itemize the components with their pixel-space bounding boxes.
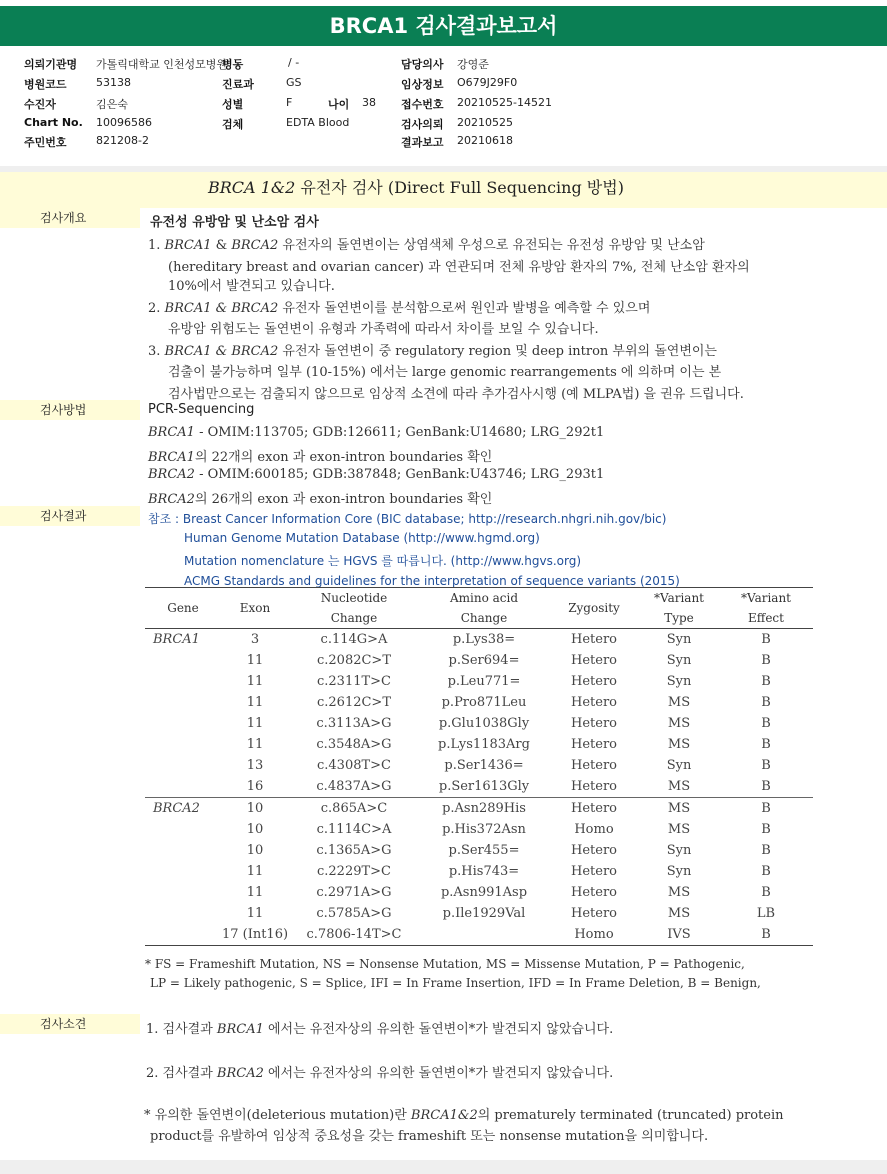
gene-cell bbox=[145, 734, 221, 755]
method-line3-text: - OMIM:600185; GDB:387848; GenBank:U43746; LRG_293t1 bbox=[194, 467, 605, 482]
age-value: 38 bbox=[362, 96, 376, 109]
table-row bbox=[145, 903, 813, 924]
variant-type-cell: Syn bbox=[666, 653, 692, 668]
interpretation-label: 검사소견 bbox=[0, 1014, 140, 1034]
table-row bbox=[145, 861, 813, 882]
variant-type-cell: Syn bbox=[666, 674, 692, 689]
institution-label: 의뢰기관명 bbox=[24, 58, 78, 71]
exon-cell: 3 bbox=[250, 632, 260, 647]
variant-effect-cell: B bbox=[761, 716, 771, 731]
table-row bbox=[145, 650, 813, 671]
conclusion-brca1-text: 에서는 유전자상의 유의한 돌연변이*가 발견되지 않았습니다. bbox=[263, 1022, 614, 1037]
p1-gene1: BRCA1 bbox=[164, 238, 212, 253]
conclusion-brca2-prefix: 2. 검사결과 bbox=[146, 1066, 217, 1081]
doctor-label: 담당의사 bbox=[401, 58, 444, 71]
variant-effect-cell: B bbox=[761, 632, 771, 647]
conclusion-brca2 bbox=[146, 1062, 613, 1081]
footnote-line2: LP = Likely pathogenic, S = Splice, IFI = In Frame Insertion, IFD = In Frame Deletion, B = Benign, bbox=[150, 976, 761, 990]
overview-p1-line3: 10%에서 발견되고 있습니다. bbox=[168, 279, 335, 294]
variant-type-cell: Syn bbox=[666, 632, 692, 647]
reference-bic: 참조 : Breast Cancer Information Core (BIC database; http://research.nhgri.nih.gov/bic) bbox=[148, 512, 667, 526]
amino-acid-cell: p.Ser1613Gly bbox=[438, 779, 530, 794]
gene-cell bbox=[145, 671, 221, 692]
hospital-code-label: 병원코드 bbox=[24, 78, 67, 91]
department-value: GS bbox=[286, 76, 302, 89]
zygosity-cell: Homo bbox=[574, 822, 614, 837]
gene-cell: BRCA1 bbox=[153, 632, 200, 647]
variant-type-cell: MS bbox=[667, 695, 691, 710]
clinical-info-label: 임상정보 bbox=[401, 78, 444, 91]
amino-acid-cell: p.Lys38= bbox=[452, 632, 516, 647]
deleterious-note-line1 bbox=[144, 1104, 784, 1123]
col-nucleotide-line1: Nucleotide bbox=[320, 591, 388, 605]
gene-cell bbox=[145, 840, 221, 861]
table-row bbox=[145, 713, 813, 734]
variant-table bbox=[145, 587, 813, 946]
overview-p3-line2: 검출이 불가능하며 일부 (10-15%) 에서는 large genomic rearrangements 에 의하며 이는 본 bbox=[168, 365, 722, 380]
exon-cell: 16 bbox=[246, 779, 264, 794]
col-variant-effect-line1: *Variant bbox=[741, 591, 791, 605]
specimen-value: EDTA Blood bbox=[286, 116, 350, 129]
table-row bbox=[145, 734, 813, 755]
p2-number: 2. bbox=[148, 301, 165, 316]
table-row bbox=[145, 692, 813, 713]
amino-acid-cell: p.Ser1436= bbox=[444, 758, 524, 773]
method-line2-text: 의 22개의 exon 과 exon-intron boundaries 확인 bbox=[194, 450, 493, 465]
method-line2 bbox=[148, 446, 492, 465]
zygosity-cell: Hetero bbox=[571, 695, 617, 710]
method-line4-text: 의 26개의 exon 과 exon-intron boundaries 확인 bbox=[194, 492, 493, 507]
amino-acid-cell: p.Ser455= bbox=[448, 843, 520, 858]
clinical-info-value: O679J29F0 bbox=[457, 76, 518, 89]
zygosity-cell: Hetero bbox=[571, 716, 617, 731]
conclusion-brca1-prefix: 1. 검사결과 bbox=[146, 1022, 217, 1037]
reference-acmg: ACMG Standards and guidelines for the interpretation of sequence variants (2015) bbox=[184, 574, 680, 588]
variant-type-cell: MS bbox=[667, 885, 691, 900]
method-line2-gene: BRCA1 bbox=[148, 450, 195, 465]
accession-value: 20210525-14521 bbox=[457, 96, 552, 109]
zygosity-cell: Hetero bbox=[571, 674, 617, 689]
results-label: 검사결과 bbox=[0, 506, 140, 526]
reference-hgvs: Mutation nomenclature 는 HGVS 를 따릅니다. (http://www.hgvs.org) bbox=[184, 554, 582, 568]
variant-type-cell: Syn bbox=[666, 843, 692, 858]
zygosity-cell: Hetero bbox=[549, 798, 639, 820]
nucleotide-cell: c.7806-14T>C bbox=[289, 924, 419, 946]
gene-cell: BRCA2 bbox=[145, 798, 221, 820]
rrn-label: 주민번호 bbox=[24, 136, 67, 149]
variant-table-body bbox=[145, 629, 813, 946]
method-line3 bbox=[148, 467, 604, 482]
table-row bbox=[145, 755, 813, 776]
hospital-code-value: 53138 bbox=[96, 76, 131, 89]
p2-genes: BRCA1 & BRCA2 bbox=[164, 301, 279, 316]
variant-type-cell: Syn bbox=[666, 864, 692, 879]
gene-cell bbox=[145, 861, 221, 882]
method-label: 검사방법 bbox=[0, 400, 140, 420]
col-nucleotide-line2: Change bbox=[330, 611, 378, 625]
variant-effect-cell: B bbox=[761, 885, 771, 900]
variant-effect-cell: B bbox=[761, 822, 771, 837]
method-line3-gene: BRCA2 bbox=[148, 467, 195, 482]
method-heading: PCR-Sequencing bbox=[148, 402, 255, 417]
bottom-bar bbox=[0, 1160, 887, 1174]
conclusion-brca2-text: 에서는 유전자상의 유의한 돌연변이*가 발견되지 않았습니다. bbox=[263, 1066, 614, 1081]
report-date-value: 20210618 bbox=[457, 134, 513, 147]
table-row bbox=[145, 882, 813, 903]
gene-cell bbox=[145, 713, 221, 734]
exon-cell: 11 bbox=[246, 674, 264, 689]
amino-acid-cell: p.Leu771= bbox=[447, 674, 521, 689]
accession-label: 접수번호 bbox=[401, 98, 444, 111]
exon-cell: 10 bbox=[221, 798, 289, 820]
table-row bbox=[145, 924, 813, 946]
doctor-value: 강영준 bbox=[457, 58, 489, 71]
table-row bbox=[145, 798, 813, 820]
gene-cell bbox=[145, 903, 221, 924]
nucleotide-cell: c.4308T>C bbox=[316, 758, 391, 773]
col-amino-acid-line2: Change bbox=[460, 611, 508, 625]
nucleotide-cell: c.114G>A bbox=[320, 632, 388, 647]
rrn-value: 821208-2 bbox=[96, 134, 149, 147]
col-variant-type-line2: Type bbox=[664, 611, 694, 625]
chart-no-value: 10096586 bbox=[96, 116, 152, 129]
amino-acid-cell: p.Glu1038Gly bbox=[438, 716, 530, 731]
nucleotide-cell: c.3548A>G bbox=[316, 737, 392, 752]
variant-table-header bbox=[145, 588, 813, 629]
zygosity-cell: Hetero bbox=[571, 885, 617, 900]
footnote-line1: * FS = Frameshift Mutation, NS = Nonsense Mutation, MS = Missense Mutation, P = Pathogenic, bbox=[145, 957, 745, 971]
report-date-label: 결과보고 bbox=[401, 136, 444, 149]
deleterious-note-line2: product를 유발하여 임상적 중요성을 갖는 frameshift 또는 nonsense mutation을 의미합니다. bbox=[150, 1129, 709, 1144]
variant-effect-cell: B bbox=[719, 924, 813, 946]
overview-heading: 유전성 유방암 및 난소암 검사 bbox=[150, 215, 319, 230]
chart-no-label: Chart No. bbox=[24, 116, 83, 129]
overview-p1-line2: (hereditary breast and ovarian cancer) 과 연관되며 전체 유방암 환자의 7%, 전체 난소암 환자의 bbox=[168, 260, 750, 275]
variant-type-cell: MS bbox=[639, 798, 719, 820]
method-line1-gene: BRCA1 bbox=[148, 425, 195, 440]
specimen-label: 검체 bbox=[222, 118, 244, 131]
department-label: 진료과 bbox=[222, 78, 254, 91]
exon-cell: 11 bbox=[246, 695, 264, 710]
nucleotide-cell: c.1365A>G bbox=[316, 843, 392, 858]
table-row bbox=[145, 629, 813, 651]
zygosity-cell: Hetero bbox=[571, 758, 617, 773]
overview-p3-line3: 검사법만으로는 검출되지 않으므로 임상적 소견에 따라 추가검사시행 (예 MLPA법) 을 권유 드립니다. bbox=[168, 387, 744, 402]
zygosity-cell: Hetero bbox=[571, 906, 617, 921]
variant-effect-cell: B bbox=[761, 695, 771, 710]
table-row bbox=[145, 840, 813, 861]
institution-value: 가톨릭대학교 인천성모병원 bbox=[96, 58, 228, 71]
col-zygosity: Zygosity bbox=[549, 588, 639, 629]
variant-effect-cell: B bbox=[761, 864, 771, 879]
amino-acid-cell: p.His372Asn bbox=[442, 822, 526, 837]
col-amino-acid bbox=[419, 588, 549, 629]
p1-rest: 유전자의 돌연변이는 상염색체 우성으로 유전되는 유전성 유방암 및 난소암 bbox=[278, 238, 705, 253]
col-variant-effect bbox=[719, 588, 813, 629]
amino-acid-cell: p.Asn289His bbox=[419, 798, 549, 820]
nucleotide-cell: c.2971A>G bbox=[316, 885, 392, 900]
overview-p1-line1 bbox=[148, 234, 705, 253]
variant-type-cell: MS bbox=[667, 906, 691, 921]
nucleotide-cell: c.2229T>C bbox=[316, 864, 391, 879]
amino-acid-cell: p.Ser694= bbox=[448, 653, 520, 668]
variant-type-cell: Syn bbox=[666, 758, 692, 773]
nucleotide-cell: c.5785A>G bbox=[316, 906, 392, 921]
patient-label: 수진자 bbox=[24, 98, 56, 111]
exon-cell: 11 bbox=[246, 737, 264, 752]
variant-effect-cell: B bbox=[761, 779, 771, 794]
variant-type-cell: MS bbox=[667, 716, 691, 731]
exon-cell: 10 bbox=[246, 843, 264, 858]
note-gene: BRCA1&2 bbox=[410, 1108, 478, 1123]
variant-type-cell: MS bbox=[667, 737, 691, 752]
exon-cell: 11 bbox=[246, 885, 264, 900]
exon-cell: 11 bbox=[246, 864, 264, 879]
col-amino-acid-line1: Amino acid bbox=[449, 591, 519, 605]
col-variant-type-line1: *Variant bbox=[654, 591, 704, 605]
zygosity-cell: Homo bbox=[549, 924, 639, 946]
table-row bbox=[145, 671, 813, 692]
variant-effect-cell: B bbox=[761, 653, 771, 668]
nucleotide-cell: c.1114C>A bbox=[316, 822, 392, 837]
report-title: BRCA1 검사결과보고서 bbox=[0, 6, 887, 46]
variant-effect-cell: B bbox=[761, 843, 771, 858]
zygosity-cell: Hetero bbox=[571, 864, 617, 879]
method-line4-gene: BRCA2 bbox=[148, 492, 195, 507]
zygosity-cell: Hetero bbox=[571, 632, 617, 647]
method-line4 bbox=[148, 488, 492, 507]
gene-cell bbox=[145, 924, 221, 946]
zygosity-cell: Hetero bbox=[571, 653, 617, 668]
p3-rest: 유전자 돌연변이 중 regulatory region 및 deep intron 부위의 돌연변이는 bbox=[278, 344, 717, 359]
section-title-text: 유전자 검사 (Direct Full Sequencing 방법) bbox=[295, 178, 624, 197]
variant-effect-cell: LB bbox=[756, 906, 776, 921]
method-line1 bbox=[148, 425, 604, 440]
p2-rest: 유전자 돌연변이를 분석함으로써 원인과 발병을 예측할 수 있으며 bbox=[278, 301, 651, 316]
gene-cell bbox=[145, 692, 221, 713]
zygosity-cell: Hetero bbox=[571, 843, 617, 858]
nucleotide-cell: c.865A>C bbox=[289, 798, 419, 820]
col-exon: Exon bbox=[221, 588, 289, 629]
exon-cell: 11 bbox=[246, 716, 264, 731]
nucleotide-cell: c.3113A>G bbox=[316, 716, 392, 731]
nucleotide-cell: c.4837A>G bbox=[316, 779, 392, 794]
exon-cell: 13 bbox=[246, 758, 264, 773]
note-prefix: * 유의한 돌연변이(deleterious mutation)란 bbox=[144, 1108, 411, 1123]
note-text: 의 prematurely terminated (truncated) protein bbox=[477, 1108, 784, 1123]
reference-hgmd: Human Genome Mutation Database (http://www.hgmd.org) bbox=[184, 531, 540, 545]
exon-cell: 11 bbox=[246, 653, 264, 668]
table-row bbox=[145, 776, 813, 798]
section-title-genes: BRCA 1&2 bbox=[208, 178, 296, 197]
amino-acid-cell: p.Asn991Asp bbox=[440, 885, 528, 900]
gene-cell bbox=[145, 776, 221, 798]
gene-cell bbox=[145, 755, 221, 776]
zygosity-cell: Hetero bbox=[571, 779, 617, 794]
overview-p2-line2: 유방암 위험도는 돌연변이 유형과 가족력에 따라서 차이를 보일 수 있습니다. bbox=[168, 322, 599, 337]
exon-cell: 17 (Int16) bbox=[221, 924, 289, 946]
col-gene: Gene bbox=[145, 588, 221, 629]
ward-label: 병동 bbox=[222, 58, 244, 71]
amino-acid-cell: p.Ile1929Val bbox=[442, 906, 526, 921]
patient-info-panel bbox=[0, 54, 887, 162]
col-nucleotide bbox=[289, 588, 419, 629]
col-variant-type bbox=[639, 588, 719, 629]
p1-number: 1. bbox=[148, 238, 165, 253]
patient-value: 김은숙 bbox=[96, 98, 128, 111]
variant-effect-cell: B bbox=[761, 674, 771, 689]
variant-type-cell: MS bbox=[667, 822, 691, 837]
gene-cell bbox=[145, 650, 221, 671]
overview-label: 검사개요 bbox=[0, 208, 140, 228]
overview-p3-line1 bbox=[148, 340, 717, 359]
p3-number: 3. bbox=[148, 344, 165, 359]
request-date-label: 검사의뢰 bbox=[401, 118, 444, 131]
nucleotide-cell: c.2612C>T bbox=[316, 695, 391, 710]
gene-cell bbox=[145, 882, 221, 903]
section-title bbox=[0, 172, 887, 208]
exon-cell: 10 bbox=[246, 822, 264, 837]
zygosity-cell: Hetero bbox=[571, 737, 617, 752]
overview-p2-line1 bbox=[148, 297, 650, 316]
variant-effect-cell: B bbox=[761, 758, 771, 773]
gene-cell bbox=[145, 819, 221, 840]
conclusion-brca1 bbox=[146, 1018, 613, 1037]
ward-value: / - bbox=[288, 56, 300, 69]
conclusion-brca2-gene: BRCA2 bbox=[216, 1066, 264, 1081]
amino-acid-cell: p.His743= bbox=[448, 864, 520, 879]
variant-type-cell: IVS bbox=[639, 924, 719, 946]
request-date-value: 20210525 bbox=[457, 116, 513, 129]
nucleotide-cell: c.2311T>C bbox=[316, 674, 391, 689]
variant-type-cell: MS bbox=[667, 779, 691, 794]
amino-acid-cell: p.Pro871Leu bbox=[441, 695, 527, 710]
conclusion-brca1-gene: BRCA1 bbox=[216, 1022, 264, 1037]
nucleotide-cell: c.2082C>T bbox=[316, 653, 391, 668]
amino-acid-cell: p.Lys1183Arg bbox=[438, 737, 530, 752]
amino-acid-cell bbox=[419, 924, 549, 946]
variant-effect-cell: B bbox=[761, 737, 771, 752]
sex-label: 성별 bbox=[222, 98, 244, 111]
method-line1-text: - OMIM:113705; GDB:126611; GenBank:U14680; LRG_292t1 bbox=[194, 425, 605, 440]
p1-amp: & bbox=[211, 238, 232, 253]
variant-effect-cell: B bbox=[719, 798, 813, 820]
p1-gene2: BRCA2 bbox=[231, 238, 279, 253]
age-label: 나이 bbox=[328, 98, 350, 111]
sex-value: F bbox=[286, 96, 293, 109]
col-variant-effect-line2: Effect bbox=[748, 611, 784, 625]
exon-cell: 11 bbox=[246, 906, 264, 921]
p3-genes: BRCA1 & BRCA2 bbox=[164, 344, 279, 359]
table-row bbox=[145, 819, 813, 840]
